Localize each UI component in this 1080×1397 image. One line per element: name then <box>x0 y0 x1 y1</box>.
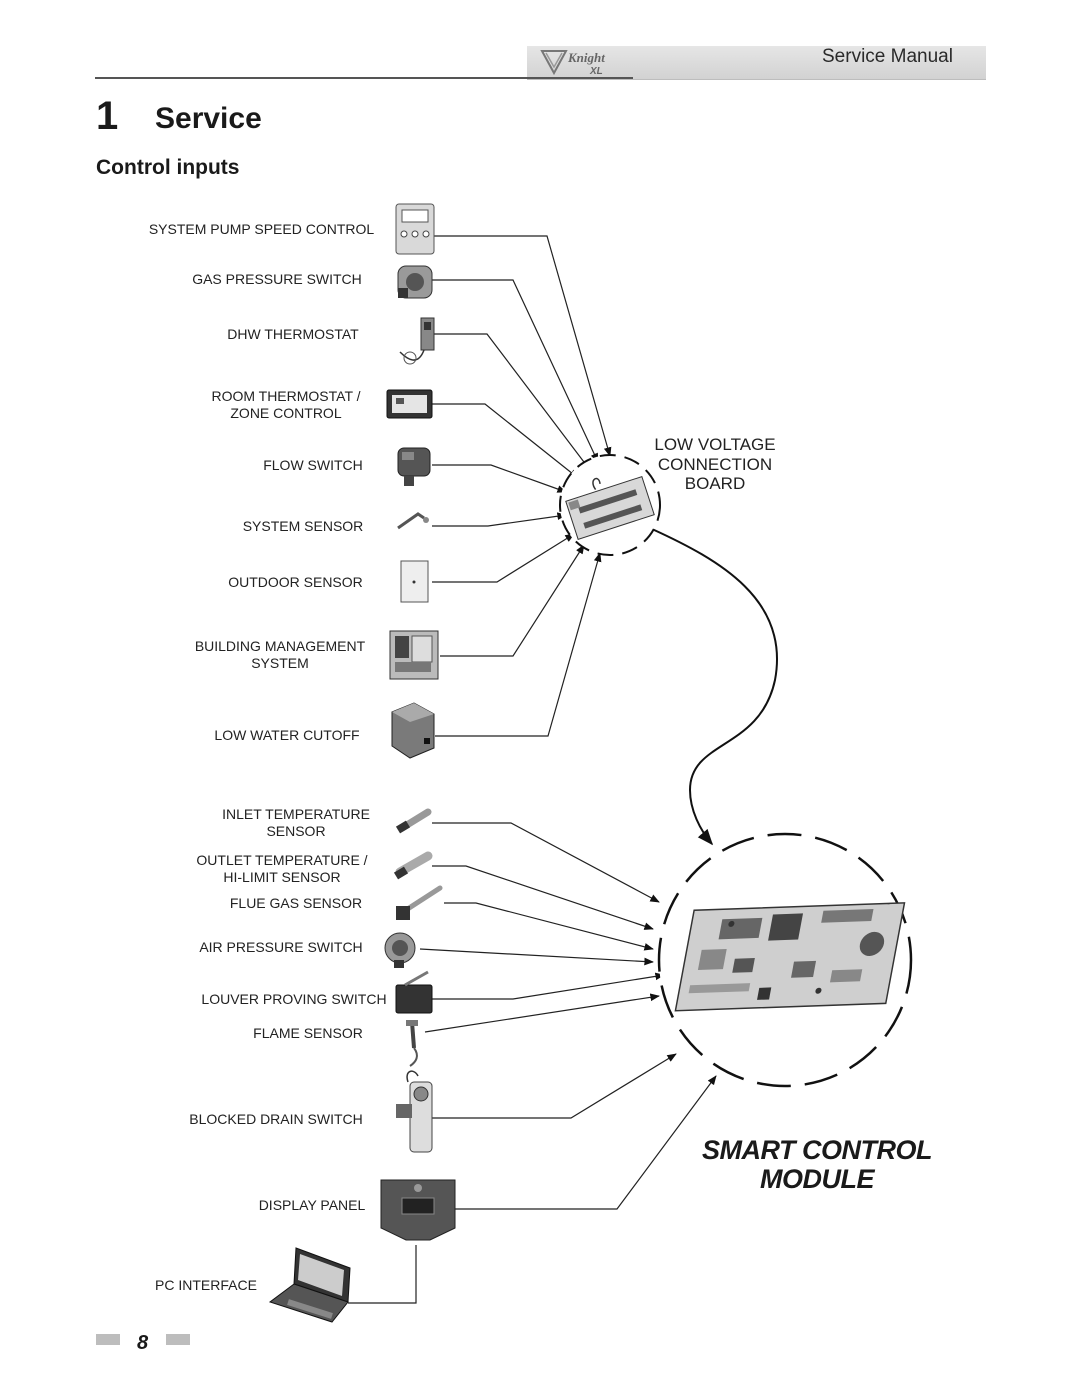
label-flue-gas: FLUE GAS SENSOR <box>229 895 363 911</box>
label-pc-interface: PC INTERFACE <box>155 1277 257 1293</box>
outdoor-sensor-icon <box>401 561 428 602</box>
connector-dhw <box>434 334 590 470</box>
laptop-icon <box>270 1248 350 1322</box>
label-bms-1: BUILDING MANAGEMENT <box>194 638 366 654</box>
label-inlet-2: SENSOR <box>266 823 326 839</box>
section-title: Control inputs <box>96 156 240 179</box>
module-label-line2: MODULE <box>760 1164 874 1194</box>
board-label-line3: BOARD <box>684 474 746 493</box>
label-gas-pressure: GAS PRESSURE SWITCH <box>192 271 362 287</box>
connector-pump-speed <box>432 236 610 456</box>
svg-text:Knight: Knight <box>568 50 605 65</box>
connector-display <box>455 1076 716 1209</box>
board-label-line2: CONNECTION <box>657 454 773 474</box>
connector-bms <box>440 545 584 656</box>
footer-block-right <box>166 1334 190 1345</box>
label-lwco: LOW WATER CUTOFF <box>214 727 360 743</box>
label-bms-2: SYSTEM <box>251 655 309 671</box>
air-pressure-switch-icon <box>385 933 415 968</box>
label-outlet-1: OUTLET TEMPERATURE / <box>196 852 368 868</box>
label-drain-switch: BLOCKED DRAIN SWITCH <box>189 1111 363 1127</box>
label-air-pressure: AIR PRESSURE SWITCH <box>199 939 363 955</box>
flame-sensor-icon <box>406 1020 418 1066</box>
connector-flow-switch <box>432 465 566 492</box>
connector-system-sensor <box>432 515 566 526</box>
label-outdoor-sensor: OUTDOOR SENSOR <box>228 574 363 590</box>
connector-louver <box>432 975 664 999</box>
chapter-number: 1 <box>96 94 119 138</box>
connector-pc <box>348 1245 416 1303</box>
speed-control-icon <box>396 204 434 254</box>
flue-gas-sensor-icon <box>396 888 440 920</box>
bms-icon <box>390 631 438 679</box>
label-display-panel: DISPLAY PANEL <box>258 1197 366 1213</box>
outlet-sensor-icon <box>396 856 428 876</box>
manual-title: Service Manual <box>822 46 953 67</box>
system-sensor-icon <box>398 514 429 528</box>
label-louver: LOUVER PROVING SWITCH <box>201 991 387 1007</box>
connector-flue <box>444 903 653 949</box>
footer-block-left <box>96 1334 120 1345</box>
connector-room-thermostat <box>432 404 578 478</box>
label-outlet-2: HI-LIMIT SENSOR <box>223 869 341 885</box>
display-panel-icon <box>381 1180 455 1240</box>
low-water-cutoff-icon <box>392 703 434 758</box>
label-pump-speed: SYSTEM PUMP SPEED CONTROL <box>148 221 375 237</box>
label-room-thermostat-1: ROOM THERMOSTAT / <box>211 388 361 404</box>
chapter-title: Service <box>155 102 262 135</box>
label-system-sensor: SYSTEM SENSOR <box>242 518 364 534</box>
label-room-thermostat-2: ZONE CONTROL <box>230 405 342 421</box>
drain-switch-icon <box>396 1071 432 1152</box>
connector-drain <box>432 1054 676 1118</box>
label-flame-sensor: FLAME SENSOR <box>253 1025 363 1041</box>
flow-switch-icon <box>398 448 430 486</box>
connector-inlet <box>432 823 659 902</box>
connector-flame <box>425 996 659 1032</box>
label-inlet-1: INLET TEMPERATURE <box>222 806 370 822</box>
label-dhw-thermostat: DHW THERMOSTAT <box>227 326 359 342</box>
louver-switch-icon <box>396 972 432 1013</box>
module-label-line1: SMART CONTROL <box>702 1135 932 1165</box>
module-label <box>697 1136 937 1194</box>
connector-outdoor-sensor <box>432 534 574 582</box>
svg-text:XL: XL <box>590 66 603 77</box>
control-board-icon <box>675 903 904 1011</box>
connector-air-pressure <box>420 949 653 962</box>
dhw-thermostat-icon <box>400 318 434 364</box>
board-module-cable <box>652 529 777 844</box>
label-flow-switch: FLOW SWITCH <box>263 457 363 473</box>
connector-outlet <box>432 866 653 929</box>
board-label <box>640 435 790 494</box>
board-label-line1: LOW VOLTAGE <box>654 435 776 454</box>
page-number: 8 <box>137 1332 149 1354</box>
inlet-sensor-icon <box>398 812 428 830</box>
connector-lwco <box>435 553 600 736</box>
room-thermostat-icon <box>387 390 432 418</box>
gas-pressure-switch-icon <box>398 266 432 298</box>
